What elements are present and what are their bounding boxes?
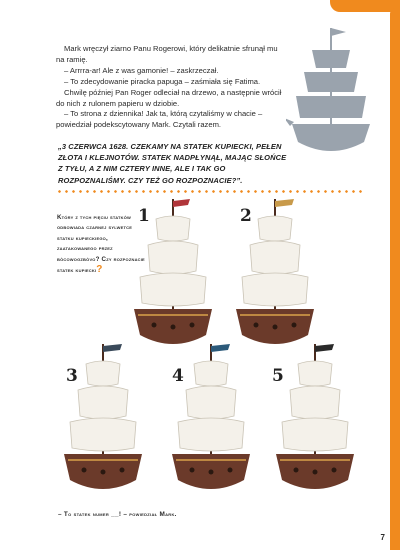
ship-number-3: 3	[66, 366, 78, 386]
ship-4[interactable]	[168, 340, 254, 500]
story-paragraph: – To zdecydowanie piracka papuga – zaśmiała się Fatima.	[64, 76, 261, 86]
story-text	[56, 44, 286, 131]
ship-number-1: 1	[138, 206, 150, 226]
puzzle-text: Który z tych pięciu statków odbowiada czarnej sylwetce statku kupieckiego, zaatakowanego przez bòcowogzbòvo? Czy rozpoznacie statek kupiecki	[57, 214, 145, 275]
page-number: 7	[380, 533, 385, 542]
ship-number-4: 4	[172, 366, 184, 386]
page-corner-accent	[330, 0, 400, 12]
story-paragraph: Chwilę później Pan Roger odleciał na drzewo, a następnie wrócił do nich z rulonem papieru w dziobie.	[56, 87, 282, 108]
story-paragraph: – To strona z dziennika! Jak ta, którą czytaliśmy w chacie – powiedział podekscytowany Mark. Czytali razem.	[56, 109, 263, 130]
ship-5[interactable]	[272, 340, 358, 500]
answer-line: – To statek numer __! – powiedział Mark.	[58, 511, 177, 518]
ship-number-2: 2	[240, 206, 252, 226]
question-mark: ?	[96, 264, 103, 276]
page-edge-border	[390, 8, 400, 550]
ship-2[interactable]	[232, 195, 318, 355]
story-paragraph: – Arrrra-ar! Ale z was gamonie! – zaskrzeczał.	[64, 65, 219, 75]
ship-number-5: 5	[272, 366, 284, 386]
section-divider	[56, 190, 366, 193]
ship-1[interactable]	[130, 195, 216, 355]
ship-3[interactable]	[60, 340, 146, 500]
merchant-ship-silhouette	[286, 22, 376, 167]
story-paragraph: Mark wręczył ziarno Panu Rogerowi, który delikatnie sfrunął mu na ramię.	[56, 44, 278, 64]
journal-quote: „3 CZERWCA 1628. CZEKAMY NA STATEK KUPIECKI, PEŁEN ZŁOTA I KLEJNOTÓW. STATEK NADPŁYNĄŁ, MAJĄC SŁOŃCE Z TYŁU, A Z NIM CZTERY INNE, ALE I TAK GO ROZPOZNALIŚMY. CZY TEŻ GO ROZPOZNACIE?”.	[58, 142, 287, 185]
